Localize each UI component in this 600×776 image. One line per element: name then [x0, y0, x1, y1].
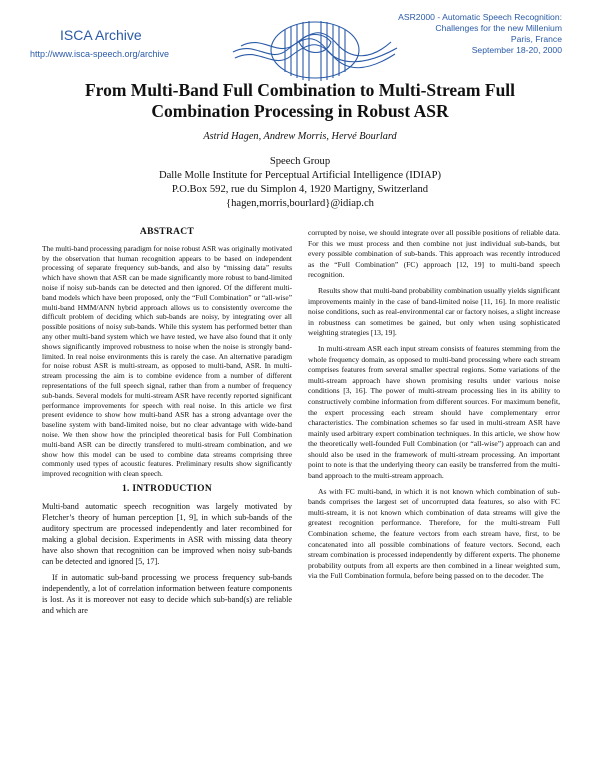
abstract-heading: ABSTRACT: [139, 227, 195, 237]
affiliation-group: Speech Group: [269, 156, 331, 167]
abstract-text: The multi-band processing paradigm for noise robust ASR was originally motivated by the observation that human recognition appears to be based on independent processing of separate frequency sub-bands, and also by “missing data” results which have shown that ASR can be made significantly more robust to band-limited noise if noisy sub-bands can be detected and then ignored. Of the different multi-band models which have been proposed, only the “Full Combination” or “all-wise” multi-band HMM/ANN hybrid approach allows us to consistently overcome the difficult problem of deciding which sub-bands are noisy, by integrating over all possible positions of noisy sub-bands. While this system has performed better than any other multi-band system which we have tested, we have also found that it only shows significantly improved robustness to noise when the noise is strongly band-limited. In real noise environments this is rarely the case. An alternative paradigm for noise robust ASR is multi-stream, as opposed to multi-band, ASR. In multi-stream processing the aim is to combine evidence from a number of different representations of the full speech signal, rather than from a number of frequency sub-bands. Several models for multi-stream ASR have recently reported significant performance improvements for speech with real noise. In this article we first present evidence to show how multi-band ASR has a strong advantage over the baseline system with band-limited noise, but no clear advantage with wide-band noise. We then show how the principled theoretical basis for Full Combination multi-band ASR can be directly transfered to multi-stream combination, and we show how this model can be used to combine data streams comprising three commonly used types of acoustic features. Preliminary results show significantly improved recognition with clean speech.: [42, 243, 292, 479]
introduction-heading: 1. INTRODUCTION: [121, 483, 212, 494]
conference-line: September 18-20, 2000: [471, 45, 562, 55]
conference-line: Paris, France: [510, 34, 562, 44]
body-paragraph: corrupted by noise, we should integrate over all possible positions of reliable data. For this we must process and then combine not just individual sub-bands, but every possible combination of sub-bands. This approach was recently introduced as the “Full Combination” (FC) approach [12, 19] to multi-band speech recognition.: [308, 228, 560, 280]
conference-info: [362, 12, 562, 56]
paper-title: From Multi-Band Full Combination to Multi-Stream Full Combination Processing in Robust ASR: [84, 80, 516, 121]
body-paragraph: Results show that multi-band probability combination usually yields significant improvements mainly in the case of band-limited noise [11, 16]. In more realistic noise conditions, such as real-environmental car or factory noises, a slight increase in robustness can sometimes be gained, but only when using sophisticated weighting strategies [13, 19].: [308, 285, 560, 338]
intro-paragraph: If in automatic sub-band processing we process frequency sub-bands independently, a lot of correlation information between feature components is lost. As it is moreover not easy to decide which sub-band(s) are reliable and which are: [42, 572, 292, 615]
paper-authors: Astrid Hagen, Andrew Morris, Hervé Bourlard: [203, 131, 397, 142]
affiliation-address: P.O.Box 592, rue du Simplon 4, 1920 Martigny, Switzerland: [171, 184, 429, 195]
affiliation-block: [40, 155, 560, 211]
body-paragraph: As with FC multi-band, in which it is not known which combination of sub-bands comprises the largest set of uncorrupted data features, so also with FC multi-stream, it is not known which combination of data streams will give the greatest recognition performance. Therefore, for the multi-stream Full Combination scheme, the feature vectors from each stream have, first, to be concatenated into all possible combinations of feature vectors. Second, each stream combination is processed independently by different experts. The phoneme probability outputs from all experts are then combined in a linear weighted sum, via the Full Combination formula, before being passed on to the decoder. The: [308, 486, 560, 581]
conference-line: ASR2000 - Automatic Speech Recognition:: [398, 12, 562, 22]
left-column: [42, 228, 292, 621]
isca-archive-url[interactable]: http://www.isca-speech.org/archive: [30, 49, 170, 59]
intro-paragraph: Multi-band automatic speech recognition was largely motivated by Fletcher’s theory of human perception [1, 9], in which sub-bands of the auditory spectrum are processed independently and later recombined for making a global decision. Experiments in ASR with missing data theory have also shown that recognition can be improved when noisy sub-bands can be detected and ignored [5, 17].: [42, 501, 292, 566]
body-paragraph: In multi-stream ASR each input stream consists of features stemming from the whole frequency domain, as opposed to multi-band processing where each stream comprises features from several smaller spectral regions. Some variations of the multi-stream approach have shown promising results under various noise conditions [3, 16]. The power of multi-stream processing lies in its ability to constructively combine information from different sources. For maximum benefit, the expert processing each stream should have complementary error characteristics. The combination schemes so far used in multi-stream ASR have mainly used arbitrary expert combination techniques. In this article, we show how the theoretically well-founded Full Combination (or “all-wise”) approach can and should also be used in the framework of multi-stream processing. An important point to note is that the underlying theory can easily be transferred from the multi-band approach to the multi-stream approach.: [308, 343, 560, 481]
right-column: [308, 228, 560, 587]
affiliation-email: {hagen,morris,bourlard}@idiap.ch: [226, 198, 374, 209]
affiliation-institute: Dalle Molle Institute for Perceptual Artificial Intelligence (IDIAP): [158, 170, 442, 181]
conference-line: Challenges for the new Millenium: [435, 23, 562, 33]
isca-archive-title: ISCA Archive: [60, 27, 142, 43]
